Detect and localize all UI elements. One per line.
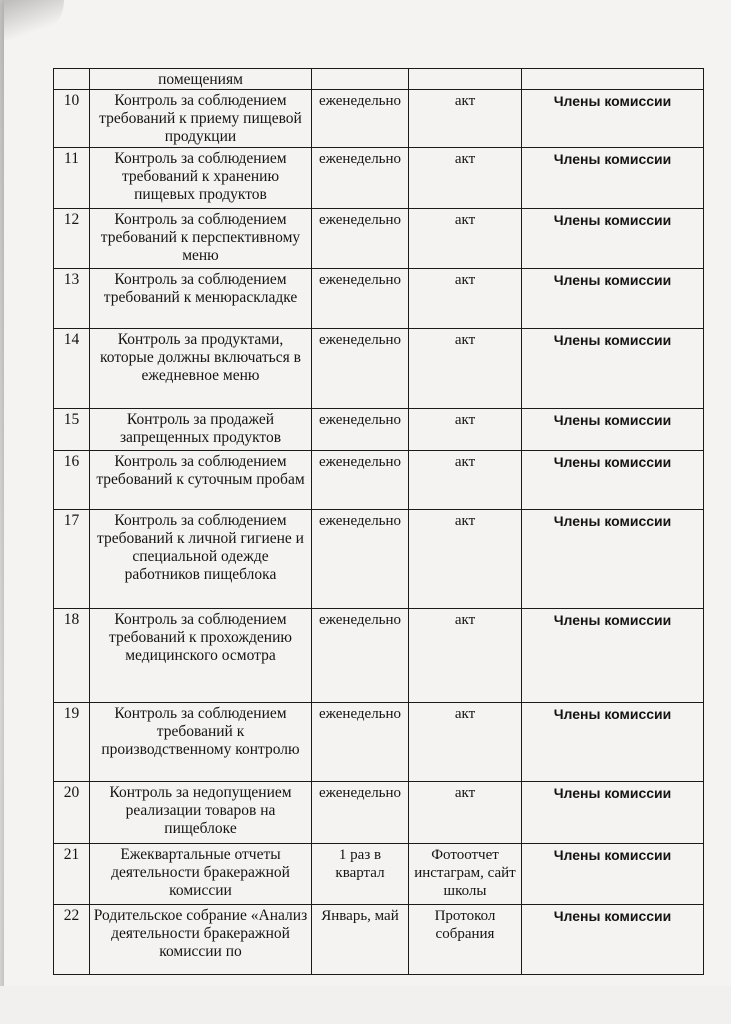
- table-row: [54, 703, 704, 782]
- report-form-cell: акт: [409, 409, 522, 451]
- table-row: [54, 510, 704, 609]
- frequency-cell: еженедельно: [312, 148, 409, 209]
- report-form-cell: акт: [409, 209, 522, 269]
- report-form-cell: акт: [409, 90, 522, 148]
- table-row: [54, 844, 704, 905]
- control-item-cell: Контроль за соблюдением требований к производственному контролю: [90, 703, 312, 782]
- frequency-cell: еженедельно: [312, 510, 409, 609]
- row-number-cell: [54, 69, 90, 90]
- row-number-cell: 15: [54, 409, 90, 451]
- responsible-cell: Члены комиссии: [522, 905, 704, 975]
- frequency-cell: еженедельно: [312, 209, 409, 269]
- frequency-cell: 1 раз в квартал: [312, 844, 409, 905]
- row-number-cell: 20: [54, 782, 90, 844]
- table-row: [54, 409, 704, 451]
- frequency-cell: еженедельно: [312, 269, 409, 329]
- frequency-cell: еженедельно: [312, 451, 409, 510]
- report-form-cell: акт: [409, 148, 522, 209]
- control-item-cell: Контроль за соблюдением требований к приему пищевой продукции: [90, 90, 312, 148]
- row-number-cell: 19: [54, 703, 90, 782]
- table-row: [54, 209, 704, 269]
- responsible-cell: Члены комиссии: [522, 782, 704, 844]
- frequency-cell: еженедельно: [312, 609, 409, 703]
- control-item-cell: Контроль за соблюдением требований к хранению пищевых продуктов: [90, 148, 312, 209]
- table-row: [54, 451, 704, 510]
- row-number-cell: 12: [54, 209, 90, 269]
- responsible-cell: Члены комиссии: [522, 510, 704, 609]
- table-row: [54, 329, 704, 409]
- row-number-cell: 21: [54, 844, 90, 905]
- control-item-cell: Контроль за соблюдением требований к менюраскладке: [90, 269, 312, 329]
- frequency-cell: еженедельно: [312, 782, 409, 844]
- responsible-cell: [522, 69, 704, 90]
- frequency-cell: [312, 69, 409, 90]
- responsible-cell: Члены комиссии: [522, 209, 704, 269]
- report-form-cell: Фотоотчет инстаграм, сайт школы: [409, 844, 522, 905]
- report-form-cell: Протокол собрания: [409, 905, 522, 975]
- row-number-cell: 18: [54, 609, 90, 703]
- control-item-cell: Контроль за продуктами, которые должны включаться в ежедневное меню: [90, 329, 312, 409]
- control-item-cell: помещениям: [90, 69, 312, 90]
- frequency-cell: еженедельно: [312, 409, 409, 451]
- row-number-cell: 22: [54, 905, 90, 975]
- report-form-cell: акт: [409, 609, 522, 703]
- frequency-cell: Январь, май: [312, 905, 409, 975]
- row-number-cell: 11: [54, 148, 90, 209]
- report-form-cell: акт: [409, 329, 522, 409]
- page-bottom-edge: [0, 986, 731, 1024]
- row-number-cell: 13: [54, 269, 90, 329]
- control-item-cell: Контроль за недопущением реализации товаров на пищеблоке: [90, 782, 312, 844]
- table-row: [54, 90, 704, 148]
- report-form-cell: акт: [409, 510, 522, 609]
- control-item-cell: Контроль за продажей запрещенных продуктов: [90, 409, 312, 451]
- table-row: [54, 69, 704, 90]
- report-form-cell: акт: [409, 451, 522, 510]
- control-item-cell: Ежеквартальные отчеты деятельности бракеражной комиссии: [90, 844, 312, 905]
- table-row: [54, 148, 704, 209]
- responsible-cell: Члены комиссии: [522, 409, 704, 451]
- frequency-cell: еженедельно: [312, 90, 409, 148]
- responsible-cell: Члены комиссии: [522, 609, 704, 703]
- control-item-cell: Родительское собрание «Анализ деятельности бракеражной комиссии по: [90, 905, 312, 975]
- responsible-cell: Члены комиссии: [522, 844, 704, 905]
- table-row: [54, 609, 704, 703]
- frequency-cell: еженедельно: [312, 329, 409, 409]
- control-item-cell: Контроль за соблюдением требований к перспективному меню: [90, 209, 312, 269]
- report-form-cell: акт: [409, 703, 522, 782]
- responsible-cell: Члены комиссии: [522, 451, 704, 510]
- inspection-plan-table: [53, 68, 704, 975]
- responsible-cell: Члены комиссии: [522, 90, 704, 148]
- table-row: [54, 782, 704, 844]
- row-number-cell: 14: [54, 329, 90, 409]
- table-row: [54, 905, 704, 975]
- row-number-cell: 16: [54, 451, 90, 510]
- table-row: [54, 269, 704, 329]
- control-item-cell: Контроль за соблюдением требований к суточным пробам: [90, 451, 312, 510]
- control-item-cell: Контроль за соблюдением требований к прохождению медицинского осмотра: [90, 609, 312, 703]
- responsible-cell: Члены комиссии: [522, 269, 704, 329]
- responsible-cell: Члены комиссии: [522, 148, 704, 209]
- row-number-cell: 10: [54, 90, 90, 148]
- row-number-cell: 17: [54, 510, 90, 609]
- table-body: [54, 69, 704, 975]
- page-corner-fold: [4, 0, 64, 40]
- report-form-cell: акт: [409, 269, 522, 329]
- frequency-cell: еженедельно: [312, 703, 409, 782]
- responsible-cell: Члены комиссии: [522, 703, 704, 782]
- control-item-cell: Контроль за соблюдением требований к личной гигиене и специальной одежде работников пищеблока: [90, 510, 312, 609]
- report-form-cell: [409, 69, 522, 90]
- responsible-cell: Члены комиссии: [522, 329, 704, 409]
- report-form-cell: акт: [409, 782, 522, 844]
